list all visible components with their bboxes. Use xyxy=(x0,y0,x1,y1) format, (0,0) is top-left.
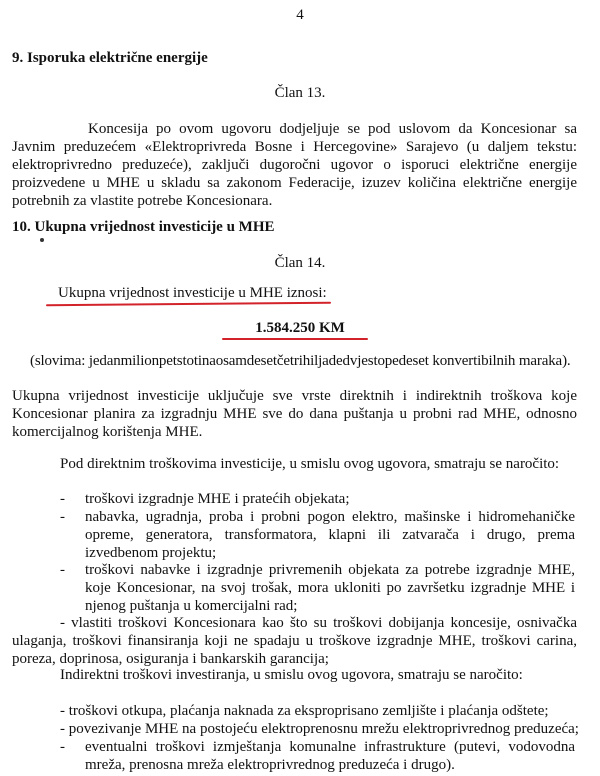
section-10-heading: 10. Ukupna vrijednost investicije u MHE xyxy=(12,219,275,235)
direct-cost-item: troškovi nabavke i izgradnje privremenih objekata za potrebe izgradnje MHE, koje Koncesionar, na svoj trošak, mora ukloniti po završetku izgradnje MHE i njenog puštanja u komercijalni rad; xyxy=(85,562,575,614)
indirect-cost-item: - povezivanje MHE na postojeću elektroprenosnu mrežu elektroprivrednog preduzeća; xyxy=(60,721,579,737)
investment-value: 1.584.250 KM xyxy=(255,320,345,336)
red-underline-value xyxy=(222,338,368,340)
investment-value-in-words: (slovima: jedanmilionpetstotinaosamdesetčetrihiljadedvjestopedeset konvertibilnih maraka). xyxy=(30,353,571,369)
indirect-cost-last-item: eventualni troškovi izmještanja komunalne infrastrukture (putevi, vodovodna mreža, prenosna mreža elektroprivrednog preduzeća i drugo). xyxy=(85,739,575,773)
article-14-title: Član 14. xyxy=(274,255,326,271)
article-13-title: Član 13. xyxy=(274,85,326,101)
list-bullet: - xyxy=(60,509,65,525)
stray-dot xyxy=(40,238,44,242)
indirect-cost-item: - troškovi otkupa, plaćanja naknada za eksproprisano zemljište i plaćanja odštete; xyxy=(60,703,549,719)
list-bullet: - xyxy=(60,739,65,755)
indirect-costs-intro: Indirektni troškovi investiranja, u smislu ovog ugovora, smatraju se naročito: xyxy=(60,667,523,683)
list-bullet: - xyxy=(60,562,65,578)
direct-cost-last-item: - vlastiti troškovi Koncesionara kao što su troškovi dobijanja koncesije, osnivačka ulaganja, troškovi finansiranja koji ne spadaju u troškove izgradnje MHE, troškovi carina, poreza, doprinosa, osiguranja i bankarskih garancija; xyxy=(12,615,577,667)
list-bullet: - xyxy=(60,491,65,507)
direct-costs-intro: Pod direktnim troškovima investicije, u smislu ovog ugovora, smatraju se naročito: xyxy=(60,456,560,472)
red-underline-label xyxy=(46,302,331,306)
direct-cost-item: troškovi izgradnje MHE i pratećih objekata; xyxy=(85,491,350,507)
page-number: 4 xyxy=(296,7,304,23)
section-9-heading: 9. Isporuka električne energije xyxy=(12,50,208,66)
direct-cost-item: nabavka, ugradnja, proba i probni pogon elektro, mašinske i hidromehaničke opreme, generatora, transformatora, klapni ili zatvarača i drugo, prema izvedbenom projektu; xyxy=(85,509,575,561)
section-9-paragraph: Koncesija po ovom ugovoru dodjeljuje se pod uslovom da Koncesionar sa Javnim preduzećem «Elektroprivreda Bosne i Hercegovine» Sarajevo (u daljem tekstu: elektroprivredno preduzeće), zaključi dugoročni ugovor o isporuci električne energije proizvedene u MHE u skladu sa zakonom Federacije, izuzev količina električne energije potrebnih za vlastite potrebe Koncesionara. xyxy=(12,121,577,209)
investment-value-label: Ukupna vrijednost investicije u MHE iznosi: xyxy=(58,285,327,301)
investment-paragraph: Ukupna vrijednost investicije uključuje sve vrste direktnih i indirektnih troškova koje Koncesionar planira za izgradnju MHE sve do dana puštanja u probni rad MHE, odnosno komercijalnog korištenja MHE. xyxy=(12,388,577,440)
